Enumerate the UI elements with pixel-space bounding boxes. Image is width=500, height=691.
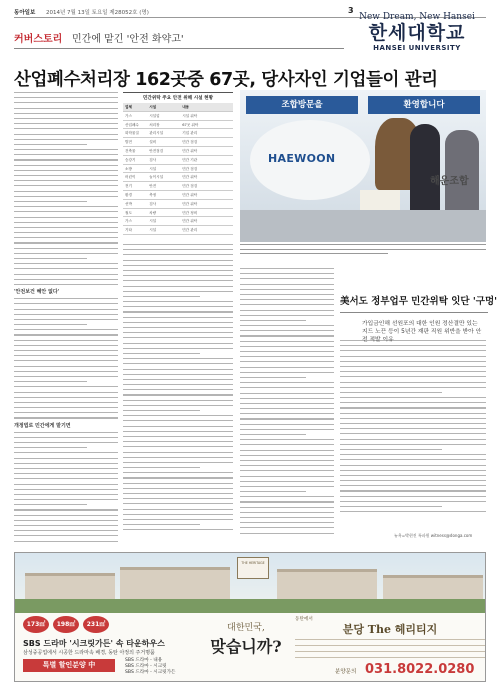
table-cell: 민간 위탁 (182, 201, 198, 206)
table-row (123, 147, 233, 156)
newspaper-name: 동아일보 (14, 10, 36, 16)
table-row (123, 209, 233, 218)
article-column-3 (240, 268, 334, 547)
table-cell: 민간 위탁 (182, 192, 198, 197)
table-cell: 시설 (149, 219, 157, 224)
ad-info-line (295, 645, 485, 646)
table-cell: 민간 위탁 (182, 175, 198, 180)
table-cell: 소방 (125, 166, 132, 171)
article-subhead: 개정법로 민간에게 맡기면 (14, 422, 71, 429)
table-cell: 민간 기관 (182, 157, 198, 162)
association-sign: 해운조합 (430, 176, 469, 187)
phone-number[interactable]: 031.8022.0280 (365, 662, 475, 677)
ad-detail-line: SBS 드라마 - 시크릿가든 (125, 670, 176, 675)
page-number: 3 (348, 6, 354, 15)
table-cell: 기타 (125, 228, 132, 233)
table-title: 민간위탁 주요 안전 위해 시설 현황 (142, 96, 214, 101)
ad-pitch-detail: 삼성중공업에서 시공한 드라마속 배경, 동탄 아정의 주거명품 (23, 650, 155, 656)
table-row (123, 173, 233, 182)
table-cell: 건축물 (125, 148, 136, 153)
table-row (123, 200, 233, 209)
hansei-brand-ad[interactable] (348, 12, 486, 56)
table-cell: 민간 점검 (182, 140, 198, 145)
table-cell: 화학물질 (125, 131, 139, 136)
table-cell: 가스 (125, 113, 132, 118)
article-subhead: '안전보건 혜안 없다' (14, 289, 60, 296)
table-row (123, 165, 233, 174)
ad-building (120, 567, 230, 603)
table-row (123, 182, 233, 191)
news-photo (240, 90, 486, 242)
table-cell: 시설 (149, 228, 157, 233)
table-header-row (123, 103, 233, 112)
table-row (123, 129, 233, 138)
table-cell: 승강기 (125, 157, 136, 162)
project-name: 분당 The 헤리티지 (342, 623, 438, 636)
section-tag: 커버스토리 (14, 34, 63, 45)
heritage-advertisement[interactable] (14, 552, 486, 682)
brand-logo-korean: 한세대학교 (368, 22, 466, 44)
table-cell: 검사 (149, 201, 157, 206)
table-cell: 민간 점검 (182, 166, 198, 171)
ad-slogan-line1: 대한민국, (227, 623, 265, 633)
table-cell: 차량 (149, 210, 157, 215)
size-badge: 231㎡ (83, 616, 109, 633)
table-row (123, 156, 233, 165)
size-badge: 173㎡ (23, 616, 49, 633)
table-cell: 검사 (149, 157, 157, 162)
table-cell: 민간 위탁 (182, 148, 198, 153)
issue-date: 2014년 7월 13일 토요일 제28052호 (명) (46, 10, 149, 16)
ad-slogan-box (207, 616, 285, 678)
ad-detail-line: SBS 드라마 - 시크릿 (125, 664, 167, 669)
brand-slogan: New Dream, New Hansei (359, 12, 475, 22)
section-title: 민간에 맡긴 '안전 화약고' (72, 34, 184, 45)
article-column-1 (14, 92, 118, 547)
table-cell: 선박 (125, 201, 132, 206)
table-cell: 67곳 위탁 (182, 122, 199, 127)
welcome-banner-right: 환영합니다 (368, 96, 480, 114)
byline: 뉴욕=박현진 특파원 witness@donga.com (394, 533, 473, 538)
table-cell: 설비 (149, 140, 157, 145)
table-cell: 민간 점검 (182, 184, 198, 189)
table-row (123, 112, 233, 121)
table-cell: 민간 위탁 (182, 219, 198, 224)
section-rule (14, 48, 344, 49)
table-header-cell: 업체 (125, 105, 132, 109)
ad-info-line (295, 657, 485, 658)
ad-info-line (295, 639, 485, 640)
facility-table (123, 92, 233, 236)
table-row (123, 191, 233, 200)
table-cell: 처리장 (149, 122, 160, 127)
ad-trees (15, 599, 486, 613)
ad-detail-line: SBS 드라마 - 내용 (125, 658, 163, 663)
table-cell: 시설 위탁 (182, 113, 198, 118)
table-cell: 측정 (149, 192, 157, 197)
table-cell: 전기 (125, 184, 132, 189)
table-cell: 시설 (149, 166, 157, 171)
table-cell: 민간 관리 (182, 228, 198, 233)
main-headline: 산업폐수처리장 162곳중 67곳, 당사자인 기업들이 관리 (14, 70, 438, 90)
sidebar-subtitle: 가입금인해 선원포의 대한 인원 정산결만 있는 지드 노끈 등이 5년간 재판 직원 위반을 받아 안전 적발 이유 (362, 321, 482, 343)
heritage-emblem: THE HERITAGE (237, 557, 269, 579)
table-cell: 시설업 (149, 113, 160, 118)
table-cell: 기업 관리 (182, 131, 198, 136)
sidebar-rule (340, 312, 488, 313)
table-cell: 관리시설 (149, 131, 164, 136)
ad-info-line (295, 651, 485, 652)
ad-slogan-line2: 맞습니까? (210, 637, 282, 656)
floor (240, 210, 486, 242)
table-header-cell: 시설 (149, 105, 157, 109)
table-cell: 어린이 (125, 175, 136, 180)
ad-building (277, 569, 377, 603)
welcome-banner-left: 조합방문을 (246, 96, 358, 114)
phone-label: 분양문의 (335, 669, 357, 675)
table-row (123, 217, 233, 226)
table-row (123, 226, 233, 235)
project-subtitle: 동탄에서 (295, 617, 313, 622)
table-cell: 놀이시설 (149, 175, 164, 180)
company-logo-sign: HAEWOON (268, 152, 336, 165)
brand-logo-english: HANSEI UNIVERSITY (373, 44, 461, 52)
table-cell: 안전점검 (149, 148, 164, 153)
sidebar-headline: 美서도 정부업무 민간위탁 잇단 '구멍' (340, 296, 498, 307)
size-badge: 198㎡ (53, 616, 79, 633)
table-cell: 산업폐수 (125, 122, 139, 127)
article-column-2 (123, 244, 233, 547)
table-cell: 안전 (149, 184, 157, 189)
table-cell: 발전 (125, 140, 132, 145)
section-header (14, 30, 344, 44)
table-cell: 환경 (125, 192, 132, 197)
ad-pitch-headline: SBS 드라마 '시크릿가든' 속 타운하우스 (23, 639, 165, 648)
table-cell: 가스 (125, 219, 132, 224)
table-row (123, 121, 233, 130)
discount-promo-button[interactable]: 특별 할인분양 中 (23, 659, 115, 672)
table-cell: 민간 정비 (182, 210, 198, 215)
photo-caption (240, 244, 486, 262)
table-row (123, 138, 233, 147)
table-cell: 철도 (125, 210, 132, 215)
table-header-cell: 내용 (182, 105, 190, 109)
article-column-4 (340, 340, 486, 530)
